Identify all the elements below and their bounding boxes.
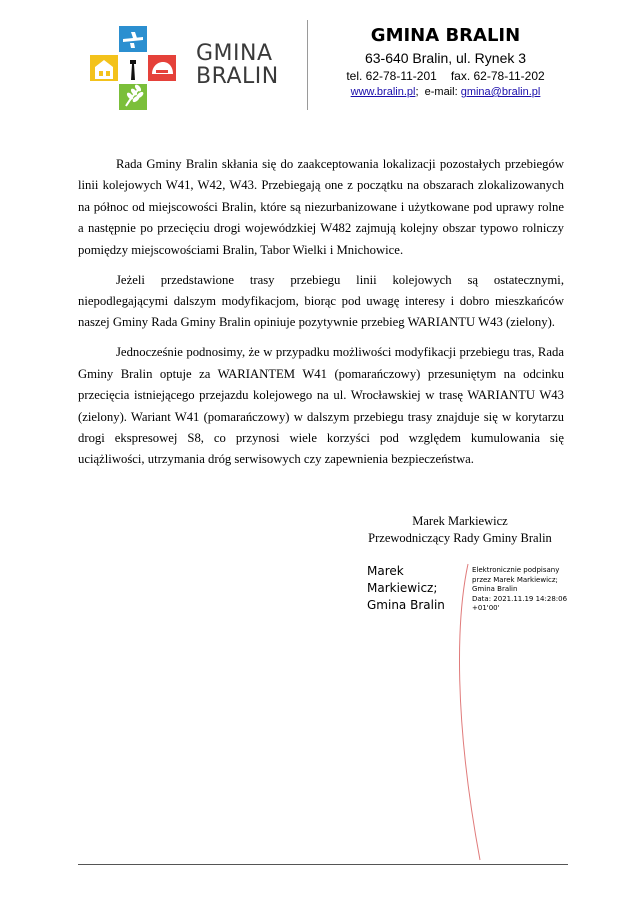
letterhead-web-email: www.bralin.pl; e-mail: gmina@bralin.pl [350, 86, 541, 98]
paragraph-2: Jeżeli przedstawione trasy przebiegu linii kolejowych są ostatecznymi, niepodlegającymi dalszym modyfikacjom, biorąc pod uwagę interesy i dobro mieszkańców naszej Gminy Rada Gminy Bralin opiniuje pozytywnie przebieg WARIANTU W43 (zielony). [78, 272, 564, 330]
letterhead-address: 63-640 Bralin, ul. Rynek 3 [364, 50, 527, 66]
letterhead-title: GMINA BRALIN [370, 25, 521, 46]
signatory-name: Marek Markiewicz [412, 514, 508, 528]
esig-detail-3: Gmina Bralin [472, 585, 518, 593]
esig-detail-2: przez Marek Markiewicz; [472, 575, 558, 584]
signatory-title: Przewodniczący Rady Gminy Bralin [368, 531, 552, 545]
tower-icon [130, 60, 136, 80]
esignature-details [472, 566, 582, 614]
letter-body [78, 154, 564, 479]
signature-block [360, 513, 560, 547]
esignature-name [367, 563, 445, 614]
logo-wordmark [196, 42, 279, 88]
esig-name-line-3: Gmina Bralin [367, 598, 445, 612]
logo-text-bralin: BRALIN [196, 64, 279, 89]
logo-text-gmina: GMINA [196, 41, 273, 66]
esig-name-line-2: Markiewicz; [367, 581, 438, 595]
footer-divider [78, 864, 568, 865]
paragraph-1: Rada Gminy Bralin skłania się do zaakceptowania lokalizacji pozostałych przebiegów linii kolejowych W41, W42, W43. Przebiegają one z początku na obszarach zlokalizowanych na północ od miejscowości Bralin, które są niezurbanizowane i użytkowane pod uprawy rolne a następnie po przecięciu drogi wojewódzkiej W482 zajmują kolejny obszar typowo rolniczy pomiędzy miejscowościami Bralin, Tabor Wielki i Mnichowice. [78, 157, 564, 257]
phone-number: tel. 62-78-11-201 [346, 69, 437, 83]
esig-detail-5: +01'00' [472, 604, 500, 612]
email-label: e-mail: [424, 86, 458, 98]
website-link[interactable]: www.bralin.pl [350, 86, 416, 98]
paragraph-3: Jednocześnie podnosimy, że w przypadku możliwości modyfikacji przebiegu tras, Rada Gminy Bralin optuje za WARIANTEM W41 (pomarańczowy) przesuniętym na odcinku przecięcia istniejącego przejazdu kolejowego na ul. Wrocławskiej w trasę WARIANTU W43 (zielony). Wariant W41 (pomarańczowy) w dalszym przebiegu trasy znajduje się w korytarzu drogi ekspresowej S8, co przynosi wiele korzyści pod względem kumulowania się uciążliwości, utrzymania dróg serwisowych czy zapewnienia bezpieczeństwa. [78, 345, 564, 467]
letterhead-contact [318, 24, 573, 100]
header-divider [307, 20, 308, 110]
esig-name-line-1: Marek [367, 564, 404, 578]
letterhead-phone-fax [318, 68, 573, 85]
email-link[interactable]: gmina@bralin.pl [460, 86, 541, 98]
fax-number: fax. 62-78-11-202 [450, 69, 545, 83]
esig-detail-4: Data: 2021.11.19 14:28:06 [472, 594, 568, 603]
esig-detail-1: Elektronicznie podpisany [472, 566, 560, 574]
